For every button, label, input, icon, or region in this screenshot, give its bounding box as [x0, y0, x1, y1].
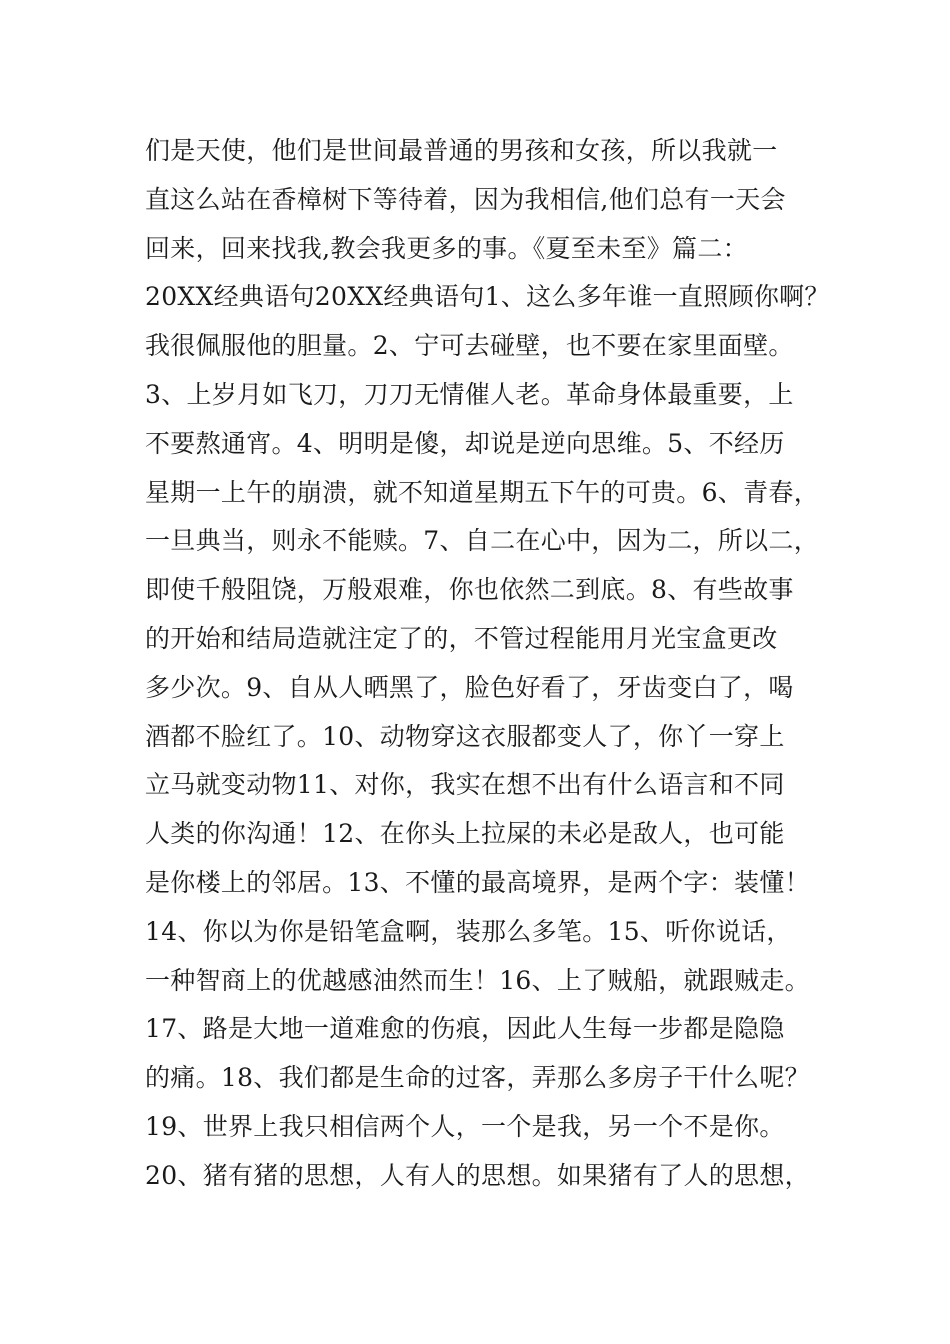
text-line: 们是天使，他们是世间最普通的男孩和女孩，所以我就一: [145, 136, 778, 165]
text-line: 不要熬通宵。4、明明是傻，却说是逆向思维。5、不经历: [145, 428, 785, 458]
text-line: 星期一上午的崩溃，就不知道星期五下午的可贵。6、青春，: [145, 477, 820, 507]
text-line: 14、你以为你是铅笔盒啊，装那么多笔。15、听你说话，: [145, 916, 792, 946]
text-line: 17、路是大地一道难愈的伤痕，因此人生每一步都是隐隐: [145, 1014, 785, 1044]
body-text: [145, 127, 835, 1201]
text-line: 酒都不脸红了。10、动物穿这衣服都变人了，你丫一穿上: [145, 721, 785, 751]
text-line: 一种智商上的优越感油然而生！16、上了贼船，就跟贼走。: [145, 965, 810, 995]
text-line: 20、猪有猪的思想，人有人的思想。如果猪有了人的思想，: [145, 1160, 810, 1190]
text-line: 我很佩服他的胆量。2、宁可去碰壁，也不要在家里面壁。: [145, 331, 794, 361]
text-line: 人类的你沟通！12、在你头上拉屎的未必是敌人，也可能: [145, 819, 785, 849]
text-line: 直这么站在香樟树下等待着，因为我相信,他们总有一天会: [145, 184, 786, 214]
text-line: 是你楼上的邻居。13、不懂的最高境界，是两个字：装懂！: [145, 867, 810, 897]
text-line: 20XX经典语句20XX经典语句1、这么多年谁一直照顾你啊？: [145, 282, 830, 312]
text-line: 多少次。9、自从人晒黑了，脸色好看了，牙齿变白了，喝: [145, 672, 794, 702]
text-line: 回来，回来找我,教会我更多的事。《夏至未至》篇二：: [145, 233, 748, 263]
text-line: 立马就变动物11、对你，我实在想不出有什么语言和不同: [145, 770, 785, 800]
text-line: 3、上岁月如飞刀，刀刀无情催人老。革命身体最重要，上: [145, 379, 794, 409]
text-line: 一旦典当，则永不能赎。7、自二在心中，因为二，所以二，: [145, 526, 820, 556]
text-line: 的开始和结局造就注定了的，不管过程能用月光宝盒更改: [145, 623, 778, 653]
text-line: 的痛。18、我们都是生命的过客，弄那么多房子干什么呢？: [145, 1063, 810, 1093]
text-line: 即使千般阻饶，万般艰难，你也依然二到底。8、有些故事: [145, 575, 794, 605]
text-line: 19、世界上我只相信两个人，一个是我，另一个不是你。: [145, 1111, 785, 1141]
